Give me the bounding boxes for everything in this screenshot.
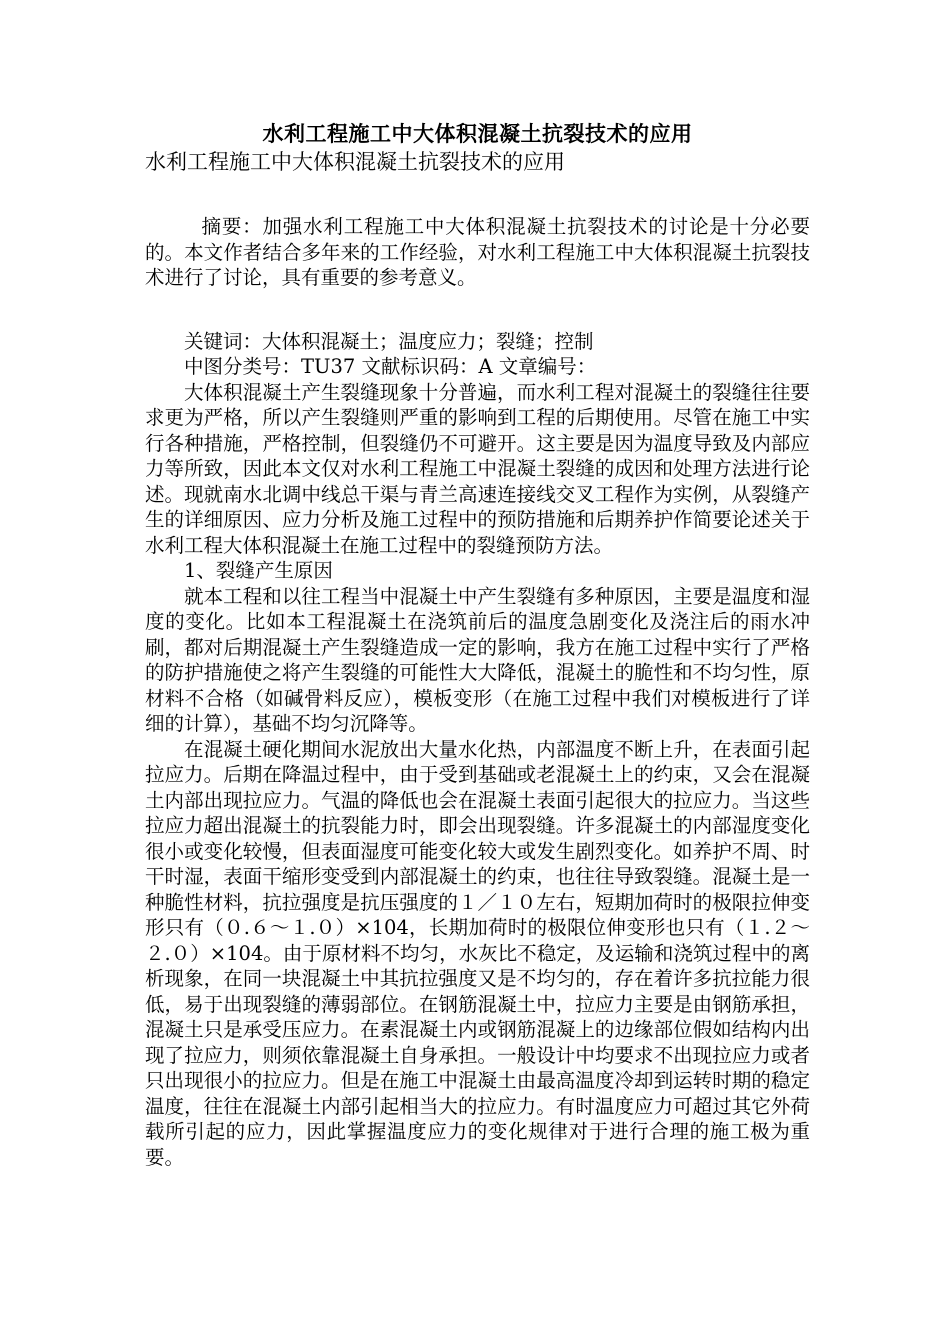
body-paragraph: 大体积混凝土产生裂缝现象十分普遍，而水利工程对混凝土的裂缝往往要求更为严格，所以产生裂缝则严重的影响到工程的后期使用。尽管在施工中实行各种措施，严格控制，但裂缝仍不可避开。这主要是因为温度导致及内部应力等所致，因此本文仅对水利工程施工中混凝土裂缝的成因和处理方法进行论述。现就南水北调中线总干渠与青兰高速连接线交叉工程作为实例，从裂缝产生的详细原因、应力分析及施工过程中的预防措施和后期养护作简要论述关于水利工程大体积混凝土在施工过程中的裂缝预防方法。 [145, 380, 810, 557]
body-paragraph: 在混凝土硬化期间水泥放出大量水化热，内部温度不断上升，在表面引起拉应力。后期在降温过程中，由于受到基础或老混凝土上的约束，又会在混凝土内部出现拉应力。气温的降低也会在混凝土表面引起很大的拉应力。当这些拉应力超出混凝土的抗裂能力时，即会出现裂缝。许多混凝土的内部湿度变化很小或变化较慢，但表面湿度可能变化较大或发生剧烈变化。如养护不周、时干时湿，表面干缩形变受到内部混凝土的约束，也往往导致裂缝。混凝土是一种脆性材料，抗拉强度是抗压强度的１／１０左右，短期加荷时的极限拉伸变形只有（０.６～１.０）×104，长期加荷时的极限位伸变形也只有（１.２～２.０）×104。由于原材料不均匀，水灰比不稳定，及运输和浇筑过程中的离析现象，在同一块混凝土中其抗拉强度又是不均匀的，存在着许多抗拉能力很低，易于出现裂缝的薄弱部位。在钢筋混凝土中，拉应力主要是由钢筋承担，混凝土只是承受压应力。在素混凝土内或钢筋混凝上的边缘部位假如结构内出现了拉应力，则须依靠混凝土自身承担。一般设计中均要求不出现拉应力或者只出现很小的拉应力。但是在施工中混凝土由最高温度冷却到运转时期的稳定温度，往往在混凝土内部引起相当大的拉应力。有时温度应力可超过其它外荷载所引起的应力，因此掌握温度应力的变化规律对于进行合理的施工极为重要。 [145, 737, 810, 1169]
document-subtitle: 水利工程施工中大体积混凝土抗裂技术的应用 [145, 150, 565, 174]
body-paragraph: 就本工程和以往工程当中混凝土中产生裂缝有多种原因，主要是温度和湿度的变化。比如本工程混凝土在浇筑前后的温度急剧变化及浇注后的雨水冲刷，都对后期混凝土产生裂缝造成一定的影响，我方在施工过程中实行了严格的防护措施使之将产生裂缝的可能性大大降低，混凝土的脆性和不均匀性，原材料不合格（如碱骨料反应），模板变形（在施工过程中我们对模板进行了详细的计算），基础不均匀沉降等。 [145, 584, 810, 735]
document-page [145, 120, 810, 1170]
document-title: 水利工程施工中大体积混凝土抗裂技术的应用 [262, 122, 693, 146]
section-heading: 1、裂缝产生原因 [184, 559, 333, 582]
keywords-line: 关键词：大体积混凝土；温度应力；裂缝；控制 [184, 329, 594, 353]
abstract-paragraph: 摘要：加强水利工程施工中大体积混凝土抗裂技术的讨论是十分必要的。本文作者结合多年来的工作经验，对水利工程施工中大体积混凝土抗裂技术进行了讨论，具有重要的参考意义。 [145, 215, 810, 289]
classification-line: 中图分类号：TU37 文献标识码：A 文章编号： [184, 355, 597, 378]
